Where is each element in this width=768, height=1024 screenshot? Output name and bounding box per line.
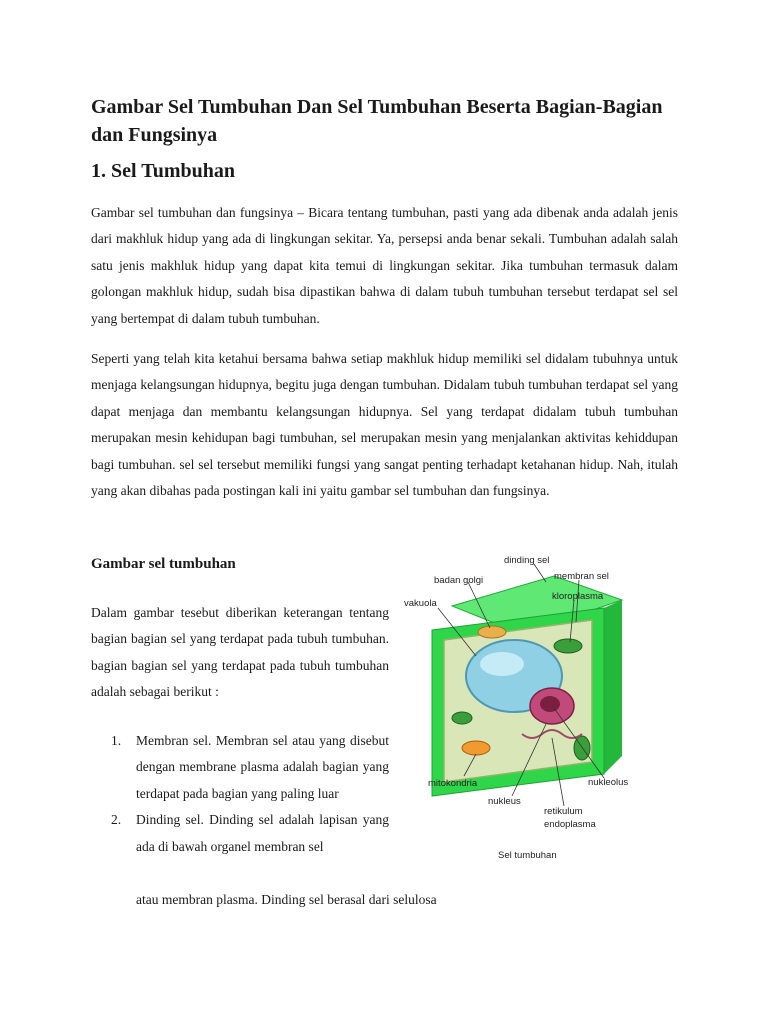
chloroplast-shape (554, 639, 582, 653)
label-retikulum: retikulum (544, 806, 583, 817)
label-vakuola: vakuola (404, 598, 437, 609)
cell-wall-right (604, 600, 622, 774)
label-badan-golgi: badan golgi (434, 575, 484, 586)
list-item (91, 728, 389, 807)
figure-caption: Sel tumbuhan (498, 850, 557, 861)
list-item (91, 807, 389, 860)
list-item-text: Dinding sel. Dinding sel adalah lapisan yang ada di bawah organel membran sel (136, 812, 389, 854)
label-nukleus: nukleus (488, 796, 521, 807)
label-kloroplasma: kloroplasma (552, 591, 604, 602)
golgi-shape (478, 626, 506, 638)
plant-cell-figure (404, 548, 666, 876)
paragraph-1: Gambar sel tumbuhan dan fungsinya – Bicara tentang tumbuhan, pasti yang ada dibenak anda adalah jenis dari makhluk hidup yang ada di lingkungan sekitar. Ya, persepsi anda benar sekali. Tumbuhan adalah salah satu jenis makhluk hidup yang dapat kita temui di lingkungan sekitar. Jika tumbuhan termasuk dalam golongan makhluk hidup, sudah bisa dipastikan bahwa di dalam tubuh tumbuhan tersebut terdapat sel sel yang bertempat di dalam tubuh tumbuhan. (91, 205, 678, 326)
nucleolus-shape (540, 696, 560, 712)
list-number: 2. (111, 812, 122, 828)
section-heading: 1. Sel Tumbuhan (91, 160, 235, 182)
intro-paragraph: Dalam gambar tesebut diberikan keterangan tentang bagian bagian sel yang terdapat pada tubuh tumbuhan. bagian bagian sel yang terdapat pada tubuh tumbuhan adalah sebagai berikut : (91, 605, 389, 700)
label-dinding-sel: dinding sel (504, 555, 550, 566)
list-item-text: Membran sel. Membran sel atau yang disebut dengan membrane plasma adalah bagian yang terdapat pada bagian yang paling luar (136, 733, 389, 801)
list-continuation: atau membran plasma. Dinding sel berasal dari selulosa (136, 892, 437, 907)
label-mitokondria: mitokondria (428, 778, 478, 789)
parts-list (91, 728, 389, 860)
vacuole-highlight (480, 652, 524, 676)
subheading: Gambar sel tumbuhan (91, 556, 236, 572)
page-title: Gambar Sel Tumbuhan Dan Sel Tumbuhan Beserta Bagian-Bagian dan Fungsinya (91, 96, 663, 146)
plant-cell-diagram (404, 548, 666, 876)
label-membran-sel: membran sel (554, 571, 609, 582)
label-nukleolus: nukleolus (588, 777, 629, 788)
list-number: 1. (111, 733, 122, 748)
mitochondria-shape (462, 741, 490, 755)
label-endoplasma: endoplasma (544, 819, 596, 830)
chloroplast-shape (452, 712, 472, 724)
paragraph-2: Seperti yang telah kita ketahui bersama bahwa setiap makhluk hidup memiliki sel didalam tubuhnya untuk menjaga kelangsungan hidupnya, begitu juga dengan tumbuhan. Didalam tubuh tumbuhan terdapat sel yang dapat menjaga dan membantu kelangsungan hidupnya. Sel yang terdapat didalam tubuh tumbuhan merupakan mesin kehidupan bagi tumbuhan, sel merupakan mesin yang menjalankan aktivitas kehiddupan bagi tumbuhan. sel sel tersebut memiliki fungsi yang sangat penting terhadapt ketahanan hidup. Nah, itulah yang akan dibahas pada postingan kali ini yaitu gambar sel tumbuhan dan fungsinya. (91, 351, 678, 499)
